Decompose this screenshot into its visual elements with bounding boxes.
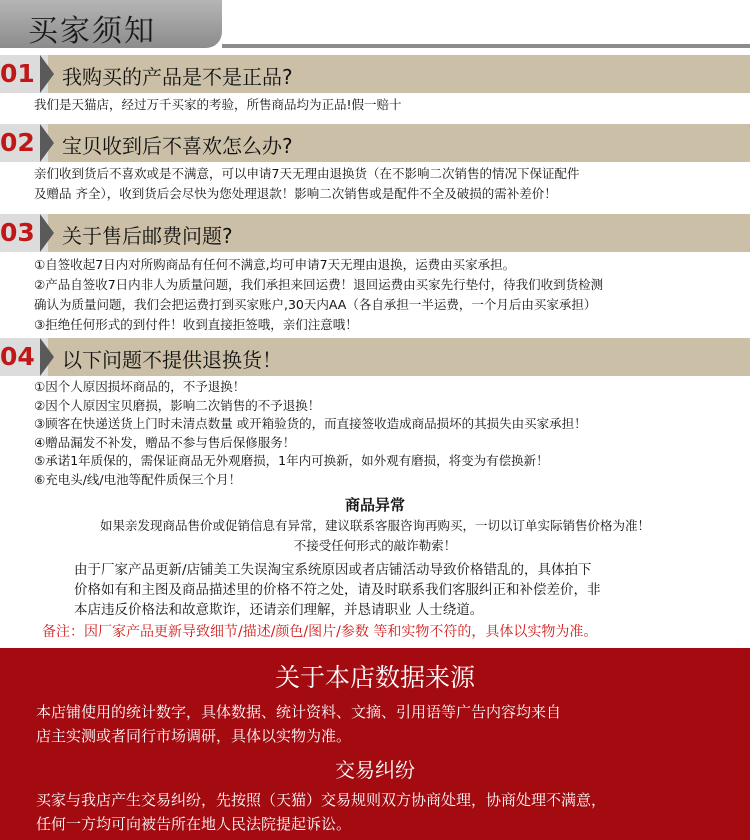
question-title: 关于售后邮费问题? xyxy=(62,224,233,248)
anomaly-paragraph-line: 本店违反价格法和故意欺诈，还请亲们理解，并恳请职业 人士绕道。 xyxy=(74,602,484,618)
question-number: 03 xyxy=(0,214,48,252)
question-2-header xyxy=(0,124,750,162)
question-title: 以下问题不提供退换货！ xyxy=(62,348,282,372)
arrow-icon xyxy=(40,55,54,93)
answer-line: ④赠品漏发不补发，赠品不参与售后保修服务！ xyxy=(34,434,296,450)
answer-line: 及赠品 齐全），收到货后会尽快为您处理退款！影响二次销售或是配件不全及破损的需补差价！ xyxy=(34,186,557,201)
anomaly-line: 不接受任何形式的敲诈勒索！ xyxy=(293,538,457,553)
answer-line: 亲们收到货后不喜欢或是不满意，可以申请7天无理由退换货（在不影响二次销售的情况下保证配件 xyxy=(34,166,580,181)
answer-line: 确认为质量问题，我们会把运费打到买家账户,30天内AA（各自承担一半运费，一个月后由买家承担） xyxy=(34,297,597,312)
question-3-header xyxy=(0,214,750,252)
arrow-icon xyxy=(40,338,54,376)
header-tab xyxy=(0,0,222,48)
dispute-title: 交易纠纷 xyxy=(335,758,415,782)
question-number: 01 xyxy=(0,55,48,93)
anomaly-paragraph-line: 价格如有和主图及商品描述里的价格不符之处，请及时联系我们客服纠正和补偿差价，非 xyxy=(74,582,601,598)
question-4-header xyxy=(0,338,750,376)
answer-line: ⑤承诺1年质保的，需保证商品无外观磨损，1年内可换新，如外观有磨损，将变为有偿换新！ xyxy=(34,453,549,468)
answer-4 xyxy=(34,378,732,489)
header-divider xyxy=(222,44,750,48)
arrow-icon xyxy=(40,124,54,162)
answer-line: ①因个人原因损坏商品的，不予退换！ xyxy=(34,379,246,394)
question-title: 我购买的产品是不是正品? xyxy=(62,65,293,89)
data-source-title: 关于本店数据来源 xyxy=(274,663,475,692)
anomaly-line: 如果亲发现商品售价或促销信息有异常，建议联系客服咨询再购买，一切以订单实际销售价格为准！ xyxy=(99,518,650,533)
question-number: 04 xyxy=(0,338,48,376)
anomaly-paragraph-line: 由于厂家产品更新/店铺美工失误淘宝系统原因或者店铺活动导致价格错乱的，具体拍下 xyxy=(74,562,592,578)
footer-panel xyxy=(0,648,750,840)
answer-line: ③顾客在快递送货上门时未清点数量 或开箱验货的，而直接签收造成商品损坏的其损失由买家承担！ xyxy=(34,416,587,431)
answer-1 xyxy=(34,95,732,115)
answer-line: ②因个人原因宝贝磨损，影响二次销售的不予退换！ xyxy=(34,397,321,413)
dispute-line: 买家与我店产生交易纠纷，先按照（天猫）交易规则双方协商处理，协商处理不满意， xyxy=(36,791,607,809)
answer-line: 我们是天猫店，经过万千买家的考验，所售商品均为正品!假一赔十 xyxy=(34,97,402,112)
anomaly-title: 商品异常 xyxy=(344,496,405,514)
answer-3 xyxy=(34,255,732,335)
question-1-header xyxy=(0,55,750,93)
dispute-line: 任何一方均可向被告所在地人民法院提起诉讼。 xyxy=(36,815,352,833)
answer-line: ③拒绝任何形式的到付件！收到直接拒签哦，亲们注意哦！ xyxy=(34,317,358,332)
question-title: 宝贝收到后不喜欢怎么办? xyxy=(62,134,293,158)
arrow-icon xyxy=(40,214,54,252)
data-source-line: 本店铺使用的统计数字，具体数据、统计资料、文摘、引用语等广告内容均来自 xyxy=(36,703,562,721)
answer-line: ①自签收起7日内对所购商品有任何不满意,均可申请7天无理由退换，运费由买家承担。 xyxy=(34,257,516,272)
page-title: 买家须知 xyxy=(28,14,156,49)
answer-line: ⑥充电头/线/电池等配件质保三个月！ xyxy=(34,471,242,487)
remark-note: 备注：因厂家产品更新导致细节/描述/颜色/图片/参数 等和实物不符的，具体以实物为准。 xyxy=(42,624,598,640)
answer-2 xyxy=(34,164,732,204)
answer-line: ②产品自签收7日内非人为质量问题，我们承担来回运费！退回运费由买家先行垫付，待我们收到货检测 xyxy=(34,277,604,292)
data-source-line: 店主实测或者同行市场调研，具体以实物为准。 xyxy=(36,727,352,745)
question-number: 02 xyxy=(0,124,48,162)
